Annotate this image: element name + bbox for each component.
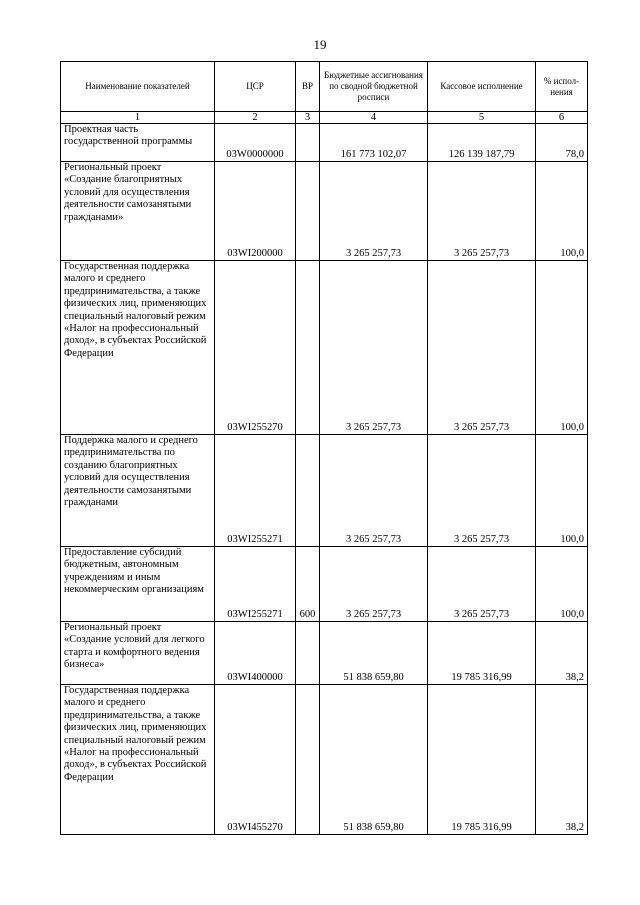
column-number: 4 <box>320 112 428 124</box>
row-vr <box>296 435 320 547</box>
row-budget: 3 265 257,73 <box>320 261 428 435</box>
row-cash: 19 785 316,99 <box>428 685 536 835</box>
row-name: Проектная часть государственной программы <box>61 124 215 162</box>
row-percent: 100,0 <box>536 547 588 622</box>
row-percent: 100,0 <box>536 261 588 435</box>
table-row <box>61 124 588 162</box>
budget-execution-table <box>60 61 588 835</box>
header-budget: Бюджетные ассигнования по сводной бюджетной росписи <box>320 62 428 112</box>
column-number: 5 <box>428 112 536 124</box>
row-name: Региональный проект «Создание благоприятных условий для осуществления деятельности самозанятыми гражданами» <box>61 162 215 261</box>
row-percent: 38,2 <box>536 685 588 835</box>
row-budget: 3 265 257,73 <box>320 162 428 261</box>
row-name: Государственная поддержка малого и среднего предпринимательства, а также физических лиц, применяющих специальный налоговый режим «Налог на профессиональный доход», в субъектах Российской Федерации <box>61 261 215 435</box>
row-csr: 03WI200000 <box>215 162 296 261</box>
row-name: Региональный проект «Создание условий для легкого старта и комфортного ведения бизнеса» <box>61 622 215 685</box>
row-csr: 03W0000000 <box>215 124 296 162</box>
table-row <box>61 685 588 835</box>
row-budget: 51 838 659,80 <box>320 685 428 835</box>
header-cash: Кассовое исполнение <box>428 62 536 112</box>
row-name: Поддержка малого и среднего предпринимательства по созданию благоприятных условий для осуществления деятельности самозанятыми гражданами <box>61 435 215 547</box>
column-number: 3 <box>296 112 320 124</box>
header-name: Наименование показателей <box>61 62 215 112</box>
row-budget: 161 773 102,07 <box>320 124 428 162</box>
table-row <box>61 622 588 685</box>
row-cash: 3 265 257,73 <box>428 162 536 261</box>
row-vr <box>296 622 320 685</box>
row-cash: 3 265 257,73 <box>428 547 536 622</box>
column-number: 1 <box>61 112 215 124</box>
row-cash: 3 265 257,73 <box>428 261 536 435</box>
table-row <box>61 162 588 261</box>
header-csr: ЦСР <box>215 62 296 112</box>
row-csr: 03WI455270 <box>215 685 296 835</box>
row-vr <box>296 685 320 835</box>
row-vr <box>296 162 320 261</box>
column-number: 6 <box>536 112 588 124</box>
header-percent: % испол-нения <box>536 62 588 112</box>
table-row <box>61 547 588 622</box>
header-vr: ВР <box>296 62 320 112</box>
row-percent: 100,0 <box>536 162 588 261</box>
row-percent: 78,0 <box>536 124 588 162</box>
row-percent: 38,2 <box>536 622 588 685</box>
row-csr: 03WI255270 <box>215 261 296 435</box>
row-percent: 100,0 <box>536 435 588 547</box>
row-csr: 03WI400000 <box>215 622 296 685</box>
row-cash: 3 265 257,73 <box>428 435 536 547</box>
table-row <box>61 435 588 547</box>
column-number-row <box>61 112 588 124</box>
row-budget: 3 265 257,73 <box>320 547 428 622</box>
row-vr <box>296 261 320 435</box>
row-name: Предоставление субсидий бюджетным, автономным учреждениям и иным некоммерческим организациям <box>61 547 215 622</box>
row-csr: 03WI255271 <box>215 547 296 622</box>
page-number: 19 <box>313 37 327 52</box>
table-row <box>61 261 588 435</box>
row-name: Государственная поддержка малого и среднего предпринимательства, а также физических лиц, применяющих специальный налоговый режим «Налог на профессиональный доход», в субъектах Российской Федерации <box>61 685 215 835</box>
row-budget: 3 265 257,73 <box>320 435 428 547</box>
header-row <box>61 62 588 112</box>
column-number: 2 <box>215 112 296 124</box>
row-cash: 19 785 316,99 <box>428 622 536 685</box>
row-cash: 126 139 187,79 <box>428 124 536 162</box>
row-vr <box>296 124 320 162</box>
row-budget: 51 838 659,80 <box>320 622 428 685</box>
row-csr: 03WI255271 <box>215 435 296 547</box>
row-vr: 600 <box>296 547 320 622</box>
